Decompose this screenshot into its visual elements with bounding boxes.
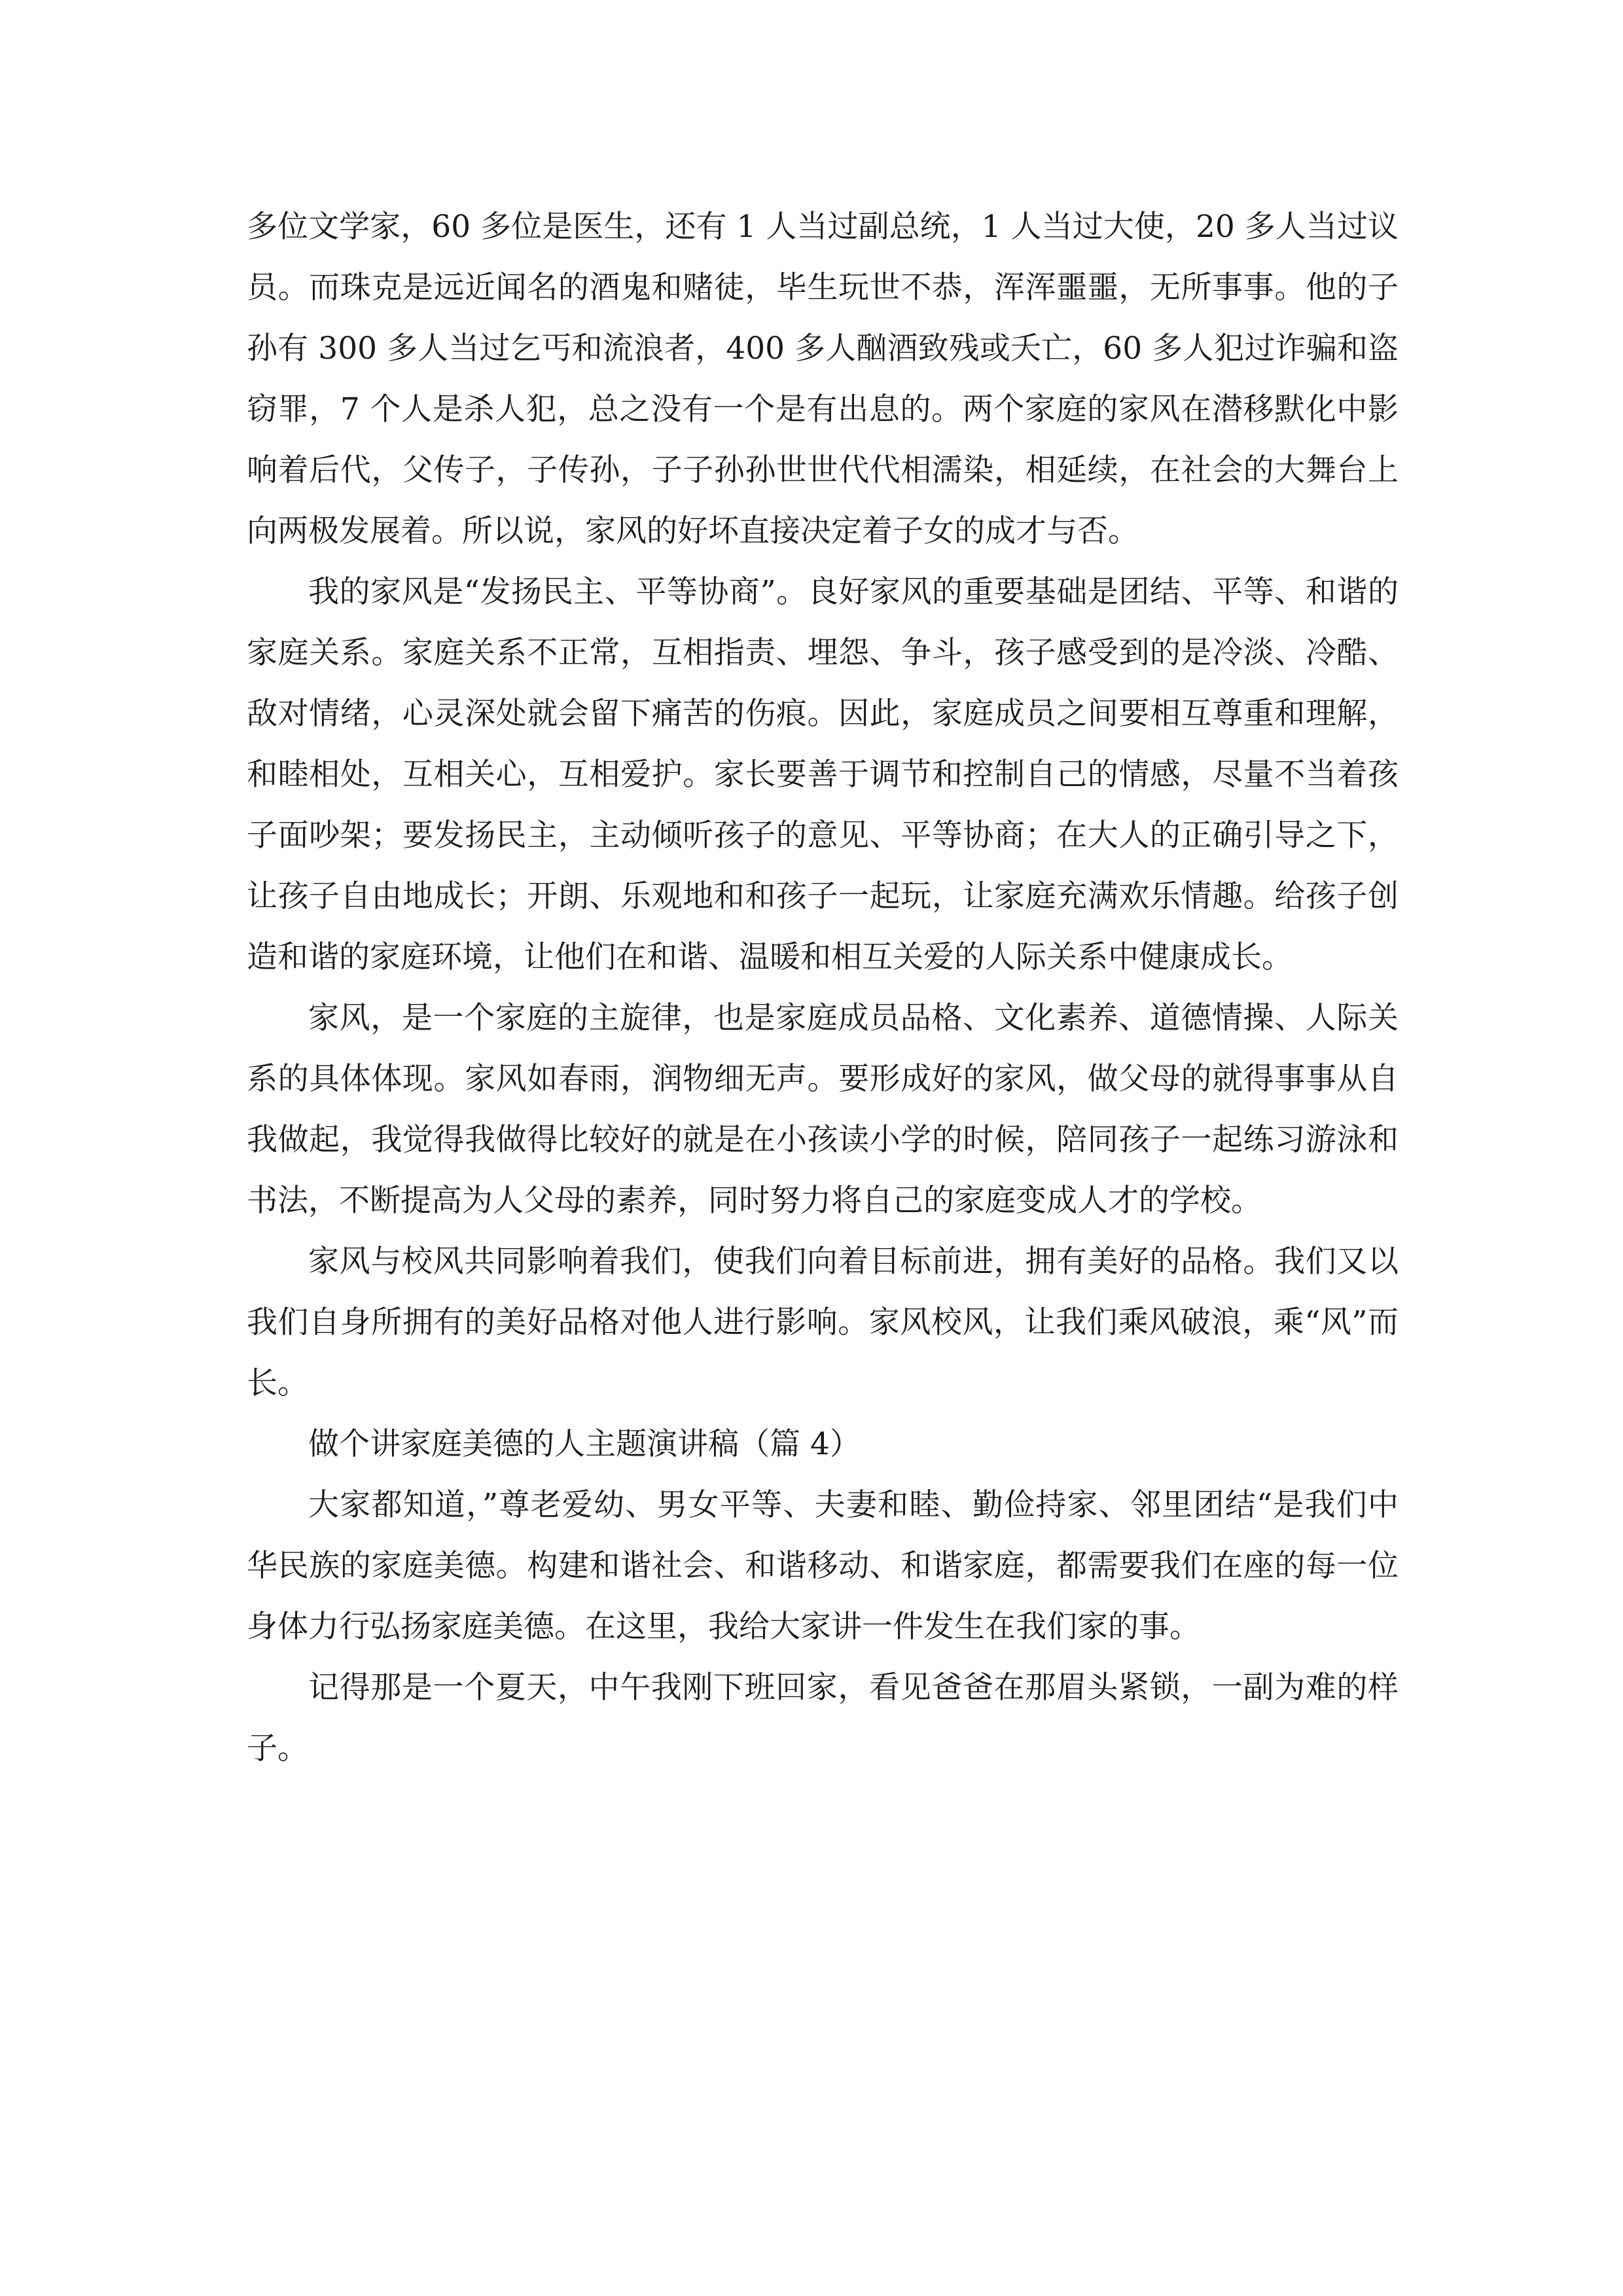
paragraph-2: 我的家风是“发扬民主、平等协商”。良好家风的重要基础是团结、平等、和谐的家庭关系。家庭关系不正常，互相指责、埋怨、争斗，孩子感受到的是冷淡、冷酷、敌对情绪，心灵深处就会留下痛苦的伤痕。因此，家庭成员之间要相互尊重和理解，和睦相处，互相关心，互相爱护。家长要善于调节和控制自己的情感，尽量不当着孩子面吵架；要发扬民主，主动倾听孩子的意见、平等协商；在大人的正确引导之下，让孩子自由地成长；开朗、乐观地和和孩子一起玩，让家庭充满欢乐情趣。给孩子创造和谐的家庭环境，让他们在和谐、温暖和相互关爱的人际关系中健康成长。 [247,574,1399,975]
paragraph-5: 大家都知道，”尊老爱幼、男女平等、夫妻和睦、勤俭持家、邻里团结“是我们中华民族的家庭美德。构建和谐社会、和谐移动、和谐家庭，都需要我们在座的每一位身体力行弘扬家庭美德。在这里，我给大家讲一件发生在我们家的事。 [247,1487,1399,1645]
document-body [247,196,1399,1779]
paragraph-1: 多位文学家，60 多位是医生，还有 1 人当过副总统，1 人当过大使，20 多人当过议员。而珠克是远近闻名的酒鬼和赌徒，毕生玩世不恭，浑浑噩噩，无所事事。他的子孙有 300 多人当过乞丐和流浪者，400 多人酗酒致残或夭亡，60 多人犯过诈骗和盗窃罪，7 个人是杀人犯，总之没有一个是有出息的。两个家庭的家风在潜移默化中影响着后代，父传子，子传孙，子子孙孙世世代代相濡染，相延续，在社会的大舞台上向两极发展着。所以说，家风的好坏直接决定着子女的成才与否。 [247,209,1399,549]
paragraph-3: 家风，是一个家庭的主旋律，也是家庭成员品格、文化素养、道德情操、人际关系的具体体现。家风如春雨，润物细无声。要形成好的家风，做父母的就得事事从自我做起，我觉得我做得比较好的就是在小孩读小学的时候，陪同孩子一起练习游泳和书法，不断提高为人父母的素养，同时努力将自己的家庭变成人才的学校。 [247,1000,1399,1219]
section-heading: 做个讲家庭美德的人主题演讲稿（篇 4） [308,1426,861,1462]
paragraph-4: 家风与校风共同影响着我们，使我们向着目标前进，拥有美好的品格。我们又以我们自身所拥有的美好品格对他人进行影响。家风校风，让我们乘风破浪，乘“风”而长。 [247,1244,1399,1401]
paragraph-6: 记得那是一个夏天，中午我刚下班回家，看见爸爸在那眉头紧锁，一副为难的样子。 [247,1670,1399,1767]
